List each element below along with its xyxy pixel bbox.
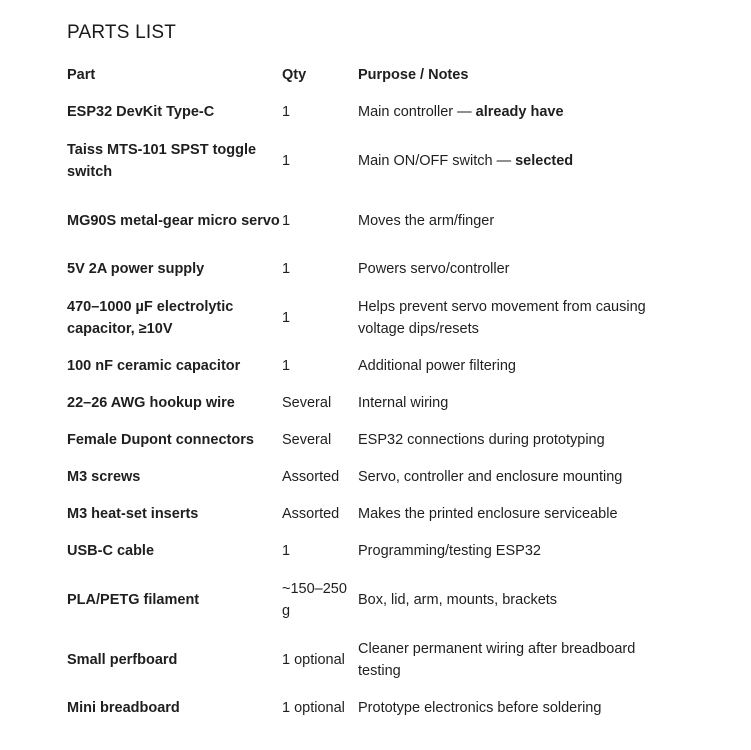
table-row	[67, 533, 678, 570]
table-header-row	[67, 57, 678, 94]
part-qty: 1	[282, 104, 291, 121]
part-notes: Additional power filtering	[358, 358, 516, 375]
parts-table	[67, 57, 678, 727]
part-qty: 1 optional	[282, 651, 345, 668]
part-name: 100 nF ceramic capacitor	[67, 358, 241, 375]
notes-emphasis: already have	[475, 104, 564, 121]
header-qty: Qty	[282, 67, 307, 84]
part-notes	[358, 131, 678, 191]
part-name: M3 screws	[67, 469, 141, 486]
part-name: 22–26 AWG hookup wire	[67, 395, 235, 412]
part-qty: 1	[282, 212, 291, 229]
part-qty: Several	[282, 395, 332, 412]
notes-emphasis: selected	[515, 152, 574, 169]
table-row	[67, 348, 678, 385]
table-row	[67, 422, 678, 459]
part-name: M3 heat-set inserts	[67, 506, 199, 523]
part-notes: Helps prevent servo movement from causing voltage dips/resets	[358, 298, 646, 337]
part-name: 470–1000 µF electrolytic capacitor, ≥10V	[67, 298, 234, 337]
part-qty: 1	[282, 261, 291, 278]
table-row	[67, 385, 678, 422]
table-row	[67, 496, 678, 533]
table-row	[67, 288, 678, 348]
header-part: Part	[67, 67, 96, 84]
notes-text: Main controller —	[358, 104, 476, 121]
part-notes: Moves the arm/finger	[358, 212, 495, 229]
part-notes: Prototype electronics before soldering	[358, 700, 602, 717]
part-qty: 1 optional	[282, 700, 345, 717]
part-qty: Assorted	[282, 506, 340, 523]
part-notes: Powers servo/controller	[358, 261, 510, 278]
part-name: Taiss MTS-101 SPST toggle switch	[67, 141, 257, 180]
part-name: Small perfboard	[67, 651, 178, 668]
part-qty: 1	[282, 543, 291, 560]
notes-text: Main ON/OFF switch —	[358, 152, 516, 169]
part-name: MG90S metal-gear micro servo	[67, 212, 280, 229]
part-notes: Cleaner permanent wiring after breadboard testing	[358, 640, 636, 679]
table-row	[67, 630, 678, 690]
table-row	[67, 251, 678, 288]
part-notes: Servo, controller and enclosure mounting	[358, 469, 623, 486]
part-qty: 1	[282, 152, 291, 169]
part-name: Female Dupont connectors	[67, 432, 254, 449]
part-name: PLA/PETG filament	[67, 591, 200, 608]
part-notes: Internal wiring	[358, 395, 449, 412]
part-notes: ESP32 connections during prototyping	[358, 432, 605, 449]
part-qty: ~150–250 g	[282, 580, 347, 619]
part-name: 5V 2A power supply	[67, 261, 205, 278]
part-name: USB-C cable	[67, 543, 155, 560]
part-qty: Several	[282, 432, 332, 449]
table-row	[67, 94, 678, 131]
table-row	[67, 690, 678, 727]
part-notes: Makes the printed enclosure serviceable	[358, 506, 618, 523]
page-title: PARTS LIST	[67, 22, 176, 43]
table-row	[67, 459, 678, 496]
part-qty: Assorted	[282, 469, 340, 486]
part-notes: Programming/testing ESP32	[358, 543, 541, 560]
header-notes: Purpose / Notes	[358, 67, 469, 84]
part-qty: 1	[282, 309, 291, 326]
part-notes	[358, 94, 678, 131]
table-row	[67, 570, 678, 630]
part-name: Mini breadboard	[67, 700, 180, 717]
table-row	[67, 131, 678, 191]
part-notes: Box, lid, arm, mounts, brackets	[358, 591, 558, 608]
table-row	[67, 191, 678, 251]
part-qty: 1	[282, 358, 291, 375]
part-name: ESP32 DevKit Type-C	[67, 104, 215, 121]
